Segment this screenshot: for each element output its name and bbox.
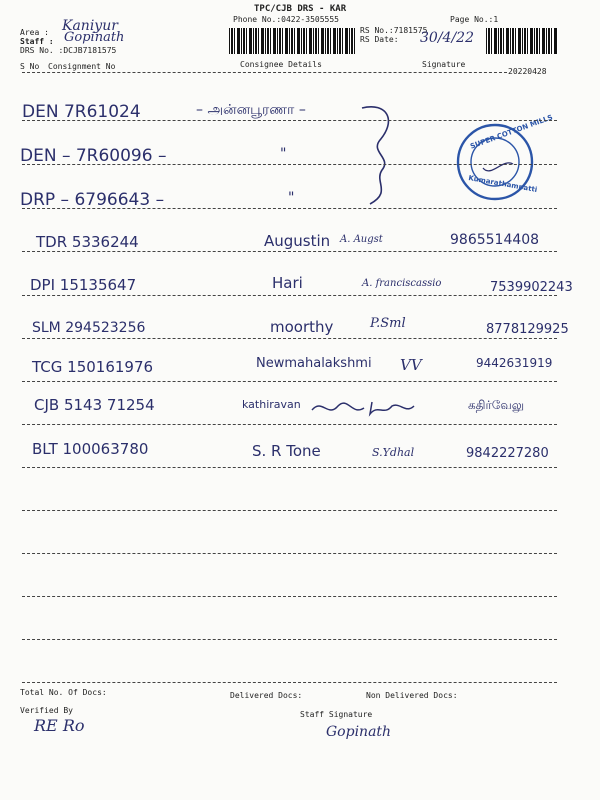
consignment-no: CJB 5143 71254 xyxy=(34,396,155,414)
barcode-right xyxy=(486,28,558,54)
consignee-name: " xyxy=(288,190,295,206)
signature: A. Augst xyxy=(340,234,383,245)
stamp-text-bottom: Kumarathampatti xyxy=(467,174,538,194)
row-divider xyxy=(22,295,557,296)
rs-date-value: 30/4/22 xyxy=(420,30,474,46)
consignment-no: TCG 150161976 xyxy=(32,358,154,376)
phone: கதிர்வேலு xyxy=(468,398,525,412)
consignment-no: DPI 15135647 xyxy=(30,276,137,294)
row-divider xyxy=(22,510,557,511)
consignee-name: S. R Tone xyxy=(252,442,321,460)
row-divider xyxy=(22,596,557,597)
staff-signature-label: Staff Signature xyxy=(300,710,373,719)
signature-scribble xyxy=(308,394,418,420)
total-docs-label: Total No. Of Docs: xyxy=(20,688,107,697)
consignee-name: kathiravan xyxy=(242,398,301,411)
row-divider xyxy=(22,338,557,339)
drs-number: DRS No. :DCJB7181575 xyxy=(20,46,117,55)
signature: P.Sml xyxy=(370,316,406,331)
phone: 8778129925 xyxy=(486,322,569,337)
delivered-docs-label: Delivered Docs: xyxy=(230,691,303,700)
signature: A. franciscassio xyxy=(362,278,442,289)
phone: 9442631919 xyxy=(476,356,553,370)
row-divider xyxy=(22,424,557,425)
page-number: Page No.:1 xyxy=(450,15,499,24)
consignment-no: SLM 294523256 xyxy=(32,320,146,336)
consignee-name: moorthy xyxy=(270,318,334,336)
row-divider xyxy=(22,251,557,252)
non-delivered-docs-label: Non Delivered Docs: xyxy=(366,691,458,700)
consignee-name: " xyxy=(280,146,287,162)
phone: 9865514408 xyxy=(450,232,540,248)
phone: 9842227280 xyxy=(466,446,549,461)
verified-signature: RE Ro xyxy=(34,716,85,735)
date-code: 20220428 xyxy=(508,67,547,76)
column-consignee: Consignee Details xyxy=(240,60,322,69)
phone-number: Phone No.:0422-3505555 xyxy=(233,15,339,24)
header-divider xyxy=(22,72,507,73)
verified-by-label: Verified By xyxy=(20,706,73,715)
row-divider xyxy=(22,208,557,209)
consignment-no: DEN – 7R60096 – xyxy=(20,146,167,166)
staff-value: Gopinath xyxy=(64,30,125,45)
row-divider xyxy=(22,120,557,121)
row-divider xyxy=(22,381,557,382)
column-signature: Signature xyxy=(422,60,466,69)
consignee-name: – அன்னபூரணா – xyxy=(196,102,306,118)
consignee-name: Augustin xyxy=(264,232,331,250)
consignee-name: Hari xyxy=(272,274,303,292)
consignment-no: BLT 100063780 xyxy=(32,440,149,458)
row-divider xyxy=(22,553,557,554)
rs-date-label: RS Date: xyxy=(360,35,399,44)
barcode-left xyxy=(229,28,355,54)
rs-number: RS No.:7181575 xyxy=(360,26,428,35)
staff-label: Staff : xyxy=(20,37,54,46)
row-divider xyxy=(22,639,557,640)
signature: VV xyxy=(400,356,422,374)
area-label: Area : xyxy=(20,28,49,37)
bracket-signature xyxy=(352,100,412,210)
consignment-no: DEN 7R61024 xyxy=(22,102,141,122)
consignee-name: Newmahalakshmi xyxy=(256,356,372,371)
staff-signature: Gopinath xyxy=(326,724,392,740)
row-divider xyxy=(22,682,557,683)
phone: 7539902243 xyxy=(490,280,573,295)
signature: S.Ydhal xyxy=(372,446,415,459)
row-divider xyxy=(22,164,557,165)
column-sno: S No xyxy=(20,62,40,71)
consignment-no: TDR 5336244 xyxy=(36,233,139,251)
stamp-text-top: SUPER COTTON MILLS xyxy=(469,113,554,151)
column-consignment: Consignment No xyxy=(48,62,116,71)
area-value: Kaniyur xyxy=(62,18,118,34)
document-title: TPC/CJB DRS - KAR xyxy=(254,4,347,14)
row-divider xyxy=(22,467,557,468)
consignment-no: DRP – 6796643 – xyxy=(20,190,165,210)
